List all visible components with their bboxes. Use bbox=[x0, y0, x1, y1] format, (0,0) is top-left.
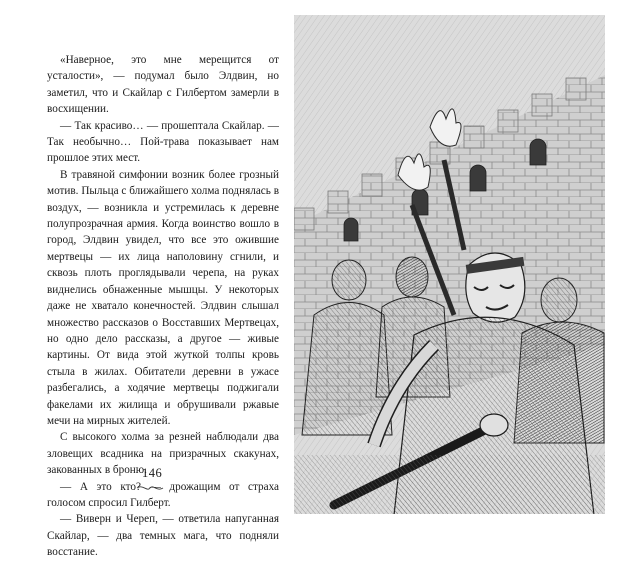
paragraph-5: — А это кто? — дрожащим от страха голосом спросил Гилберт. bbox=[47, 480, 279, 509]
paragraph-4: С высокого холма за резней наблюдали два зловещих всадника на призрачных скакунах, закованных в броню. bbox=[47, 431, 279, 477]
flourish-ornament bbox=[135, 483, 165, 493]
paragraph-6: — Виверн и Череп, — ответила напуганная Скайлар, — два темных мага, что подняли восстание. bbox=[47, 513, 279, 559]
zombie-army-illustration bbox=[294, 15, 605, 514]
paragraph-3: В травяной симфонии возник более грозный мотив. Пыльца с ближайшего холма поднялась в воздух, — возникла и устремилась к деревне полупрозрачная армия. Когда воинство вошло в город, Элдвин увидел, что все это ожившие мертвецы — их лица наполовину сгнили, и сквозь плоть проглядывали черепа, на руках виднелись обнаженные мышцы. У некоторых даже не хватало конечностей. Элдвин слышал множество рассказов о Восставших Мертвецах, но одно дело рассказы, а другое — живые картины. От вида этой жуткой толпы кровь стыла в жилах. Обитатели деревни в ужасе разбегались, а ходячие мертвецы поджигали факелами их жилища и обрушивали ржавые мечи на мирных жителей. bbox=[47, 168, 279, 427]
page-number: 146 bbox=[142, 466, 163, 480]
paragraph-1: «Наверное, это мне мерещится от усталости», — подумал было Элдвин, но заметил, что и Скайлар с Гилбертом замерли в восхищении. bbox=[47, 54, 279, 116]
paragraph-2: — Так красиво… — прошептала Скайлар. — Так необычно… Пой-трава показывает нам прошлое этих мест. bbox=[47, 119, 279, 165]
ground bbox=[294, 455, 605, 514]
foreground-fist bbox=[480, 414, 508, 436]
